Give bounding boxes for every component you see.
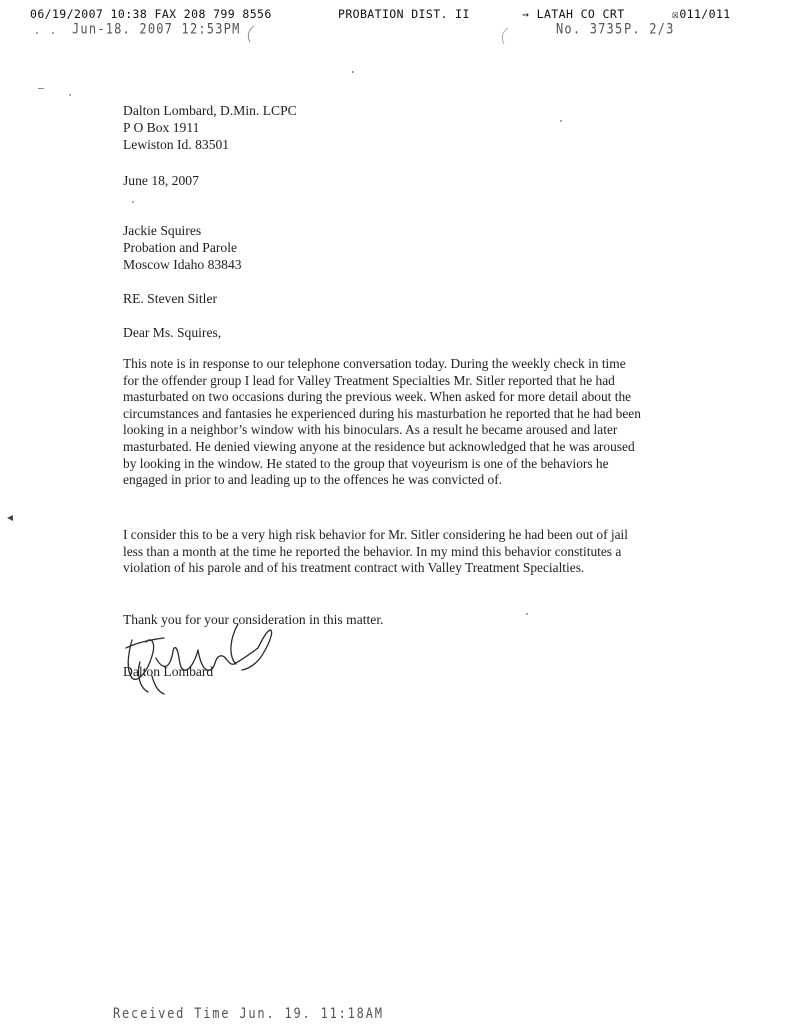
fax-page-count: ☒011/011 xyxy=(672,7,731,21)
salutation: Dear Ms. Squires, xyxy=(123,325,222,340)
sender-address-line1: P O Box 1911 xyxy=(123,120,200,135)
scan-speck xyxy=(69,94,71,96)
recipient-organization: Probation and Parole xyxy=(123,240,238,255)
scan-stroke-mark xyxy=(244,24,256,44)
body-paragraph-1: This note is in response to our telephone conversation today. During the weekly check in time for the offender group I lead for Valley Treatment Specialties Mr. Sitler reported that he had masturbated on two occasions during the previous week. When asked for more detail about the circumstances and fantasies he experienced during his masturbation he reported that he had been looking in a neighbor’s window with his binoculars. As a result he became aroused and later masturbated. He denied viewing anyone at the residence but acknowledged that he was aroused by looking in the window. He stated to the group that voyeurism is one of the behaviors he engaged in prior to and leading up to the offences he was convicted of. xyxy=(123,356,641,488)
sender-name: Dalton Lombard, D.Min. LCPC xyxy=(123,103,297,118)
recipient-name: Jackie Squires xyxy=(123,223,202,238)
sender-address-line2: Lewiston Id. 83501 xyxy=(123,137,230,152)
scan-speck xyxy=(36,32,38,34)
fax-original-datetime: Jun-18. 2007 12:53PM xyxy=(72,20,241,38)
signature-name: Dalton Lombard xyxy=(123,664,214,679)
scan-arrow-mark xyxy=(6,514,14,522)
fax-transmission-number: No. 3735 xyxy=(556,20,624,38)
letter-date: June 18, 2007 xyxy=(123,173,199,188)
body-paragraph-2: I consider this to be a very high risk behavior for Mr. Sitler considering he had been out of jail less than a month at the time he reported the behavior. In my mind this behavior constitutes a violation of his parole and of his treatment contract with Valley Treatment Specialties. xyxy=(123,527,628,576)
scan-speck xyxy=(52,32,54,34)
fax-datetime-header: 06/19/2007 10:38 FAX 208 799 8556 xyxy=(30,7,272,21)
recipient-city: Moscow Idaho 83843 xyxy=(123,257,242,272)
handwritten-signature xyxy=(112,618,292,698)
scan-speck xyxy=(352,71,354,73)
fax-page-number: P. 2/3 xyxy=(624,20,675,38)
fax-recipient-header: → LATAH CO CRT xyxy=(522,7,625,21)
scan-speck xyxy=(38,88,44,89)
scan-speck xyxy=(526,613,528,615)
scan-speck xyxy=(560,120,562,122)
subject-line: RE. Steven Sitler xyxy=(123,291,218,306)
scan-stroke-mark xyxy=(498,26,510,46)
fax-sender-header: PROBATION DIST. II xyxy=(338,7,470,21)
received-time-footer: Received Time Jun. 19. 11:18AM xyxy=(113,1004,384,1022)
scan-speck xyxy=(132,201,134,203)
closing-line: Thank you for your consideration in this matter. xyxy=(123,612,384,627)
